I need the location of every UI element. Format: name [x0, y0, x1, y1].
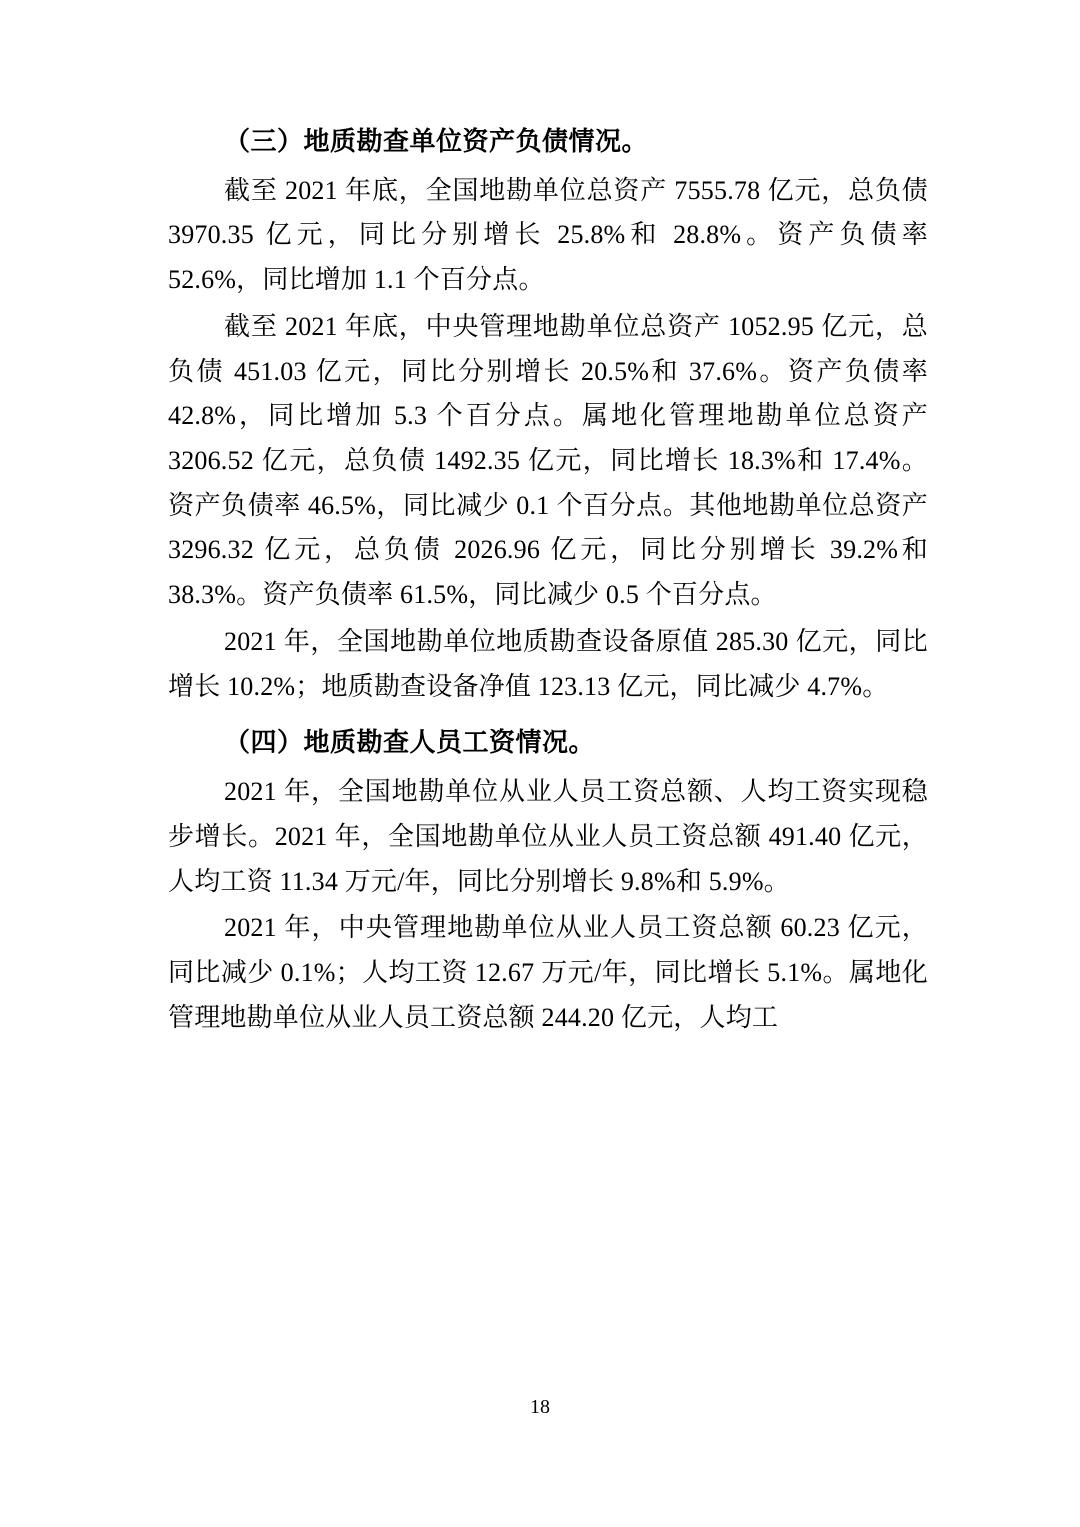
- paragraph-assets-breakdown: 截至 2021 年底，中央管理地勘单位总资产 1052.95 亿元，总负债 451.03 亿元，同比分别增长 20.5%和 37.6%。资产负债率 42.8%，同比增加 5.3 个百分点。属地化管理地勘单位总资产 3206.52 亿元，总负债 1492.35 亿元，同比增长 18.3%和 17.4%。资产负债率 46.5%，同比减少 0.1 个百分点。其他地勘单位总资产 3296.32 亿元，总负债 2026.96 亿元，同比分别增长 39.2%和 38.3%。资产负债率 61.5%，同比减少 0.5 个百分点。: [168, 311, 928, 610]
- paragraph-wage-central: 2021 年，中央管理地勘单位从业人员工资总额 60.23 亿元，同比减少 0.1%；人均工资 12.67 万元/年，同比增长 5.1%。属地化管理地勘单位从业人员工资总额 244.20 亿元，人均工: [168, 913, 928, 1032]
- paragraph-equipment-value: 2021 年，全国地勘单位地质勘查设备原值 285.30 亿元，同比增长 10.2%；地质勘查设备净值 123.13 亿元，同比减少 4.7%。: [168, 626, 928, 701]
- paragraph-assets-total: 截至 2021 年底，全国地勘单位总资产 7555.78 亿元，总负债 3970.35 亿元，同比分别增长 25.8%和 28.8%。资产负债率 52.6%，同比增加 1.1 个百分点。: [168, 175, 928, 295]
- section-heading-four: （四）地质勘查人员工资情况。: [224, 728, 596, 759]
- section-spacer: [168, 711, 928, 721]
- page-content: [168, 120, 928, 1042]
- section-heading-three: （三）地质勘查单位资产负债情况。: [224, 127, 649, 157]
- page-number: 18: [530, 1396, 550, 1418]
- paragraph-wage-national: 2021 年，全国地勘单位从业人员工资总额、人均工资实现稳步增长。2021 年，全国地勘单位从业人员工资总额 491.40 亿元，人均工资 11.34 万元/年，同比分别增长 9.8%和 5.9%。: [168, 777, 928, 896]
